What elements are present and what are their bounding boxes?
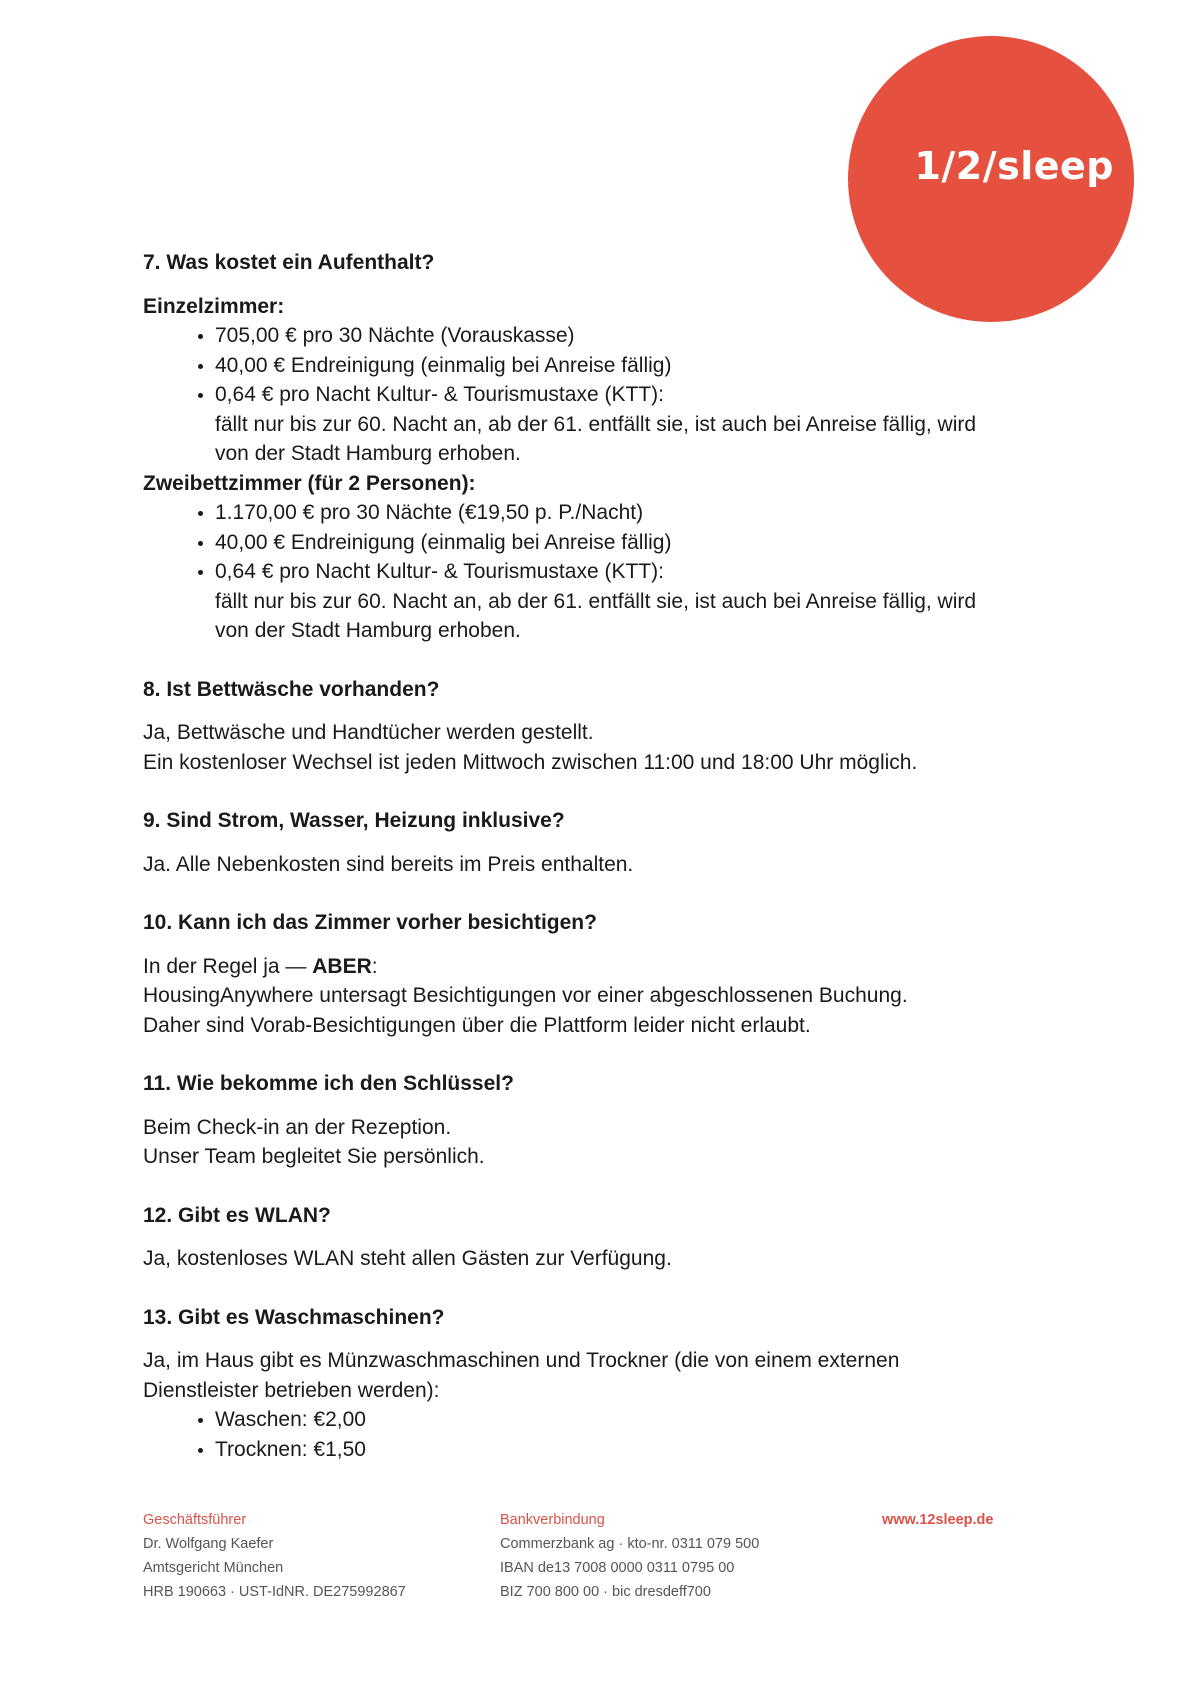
website-link[interactable]: www.12sleep.de bbox=[882, 1512, 994, 1528]
footer-bank bbox=[500, 1508, 759, 1604]
footer-line: Commerzbank ag · kto-nr. 0311 079 500 bbox=[500, 1536, 760, 1552]
faq-section-12 bbox=[143, 1201, 1043, 1274]
ktt-note: fällt nur bis zur 60. Nacht an, ab der 61. entfällt sie, ist auch bei Anreise fällig, wird bbox=[215, 589, 977, 613]
question-heading: 8. Ist Bettwäsche vorhanden? bbox=[143, 677, 440, 701]
faq-section-8 bbox=[143, 675, 1043, 778]
price-list bbox=[143, 1405, 1043, 1464]
price-list bbox=[143, 498, 1043, 646]
answer-line bbox=[143, 952, 1043, 982]
answer bbox=[143, 952, 1043, 1041]
question-heading: 10. Kann ich das Zimmer vorher besichtigen? bbox=[143, 911, 597, 934]
footer-line: IBAN de13 7008 0000 0311 0795 00 bbox=[500, 1560, 735, 1576]
question-heading: 12. Gibt es WLAN? bbox=[143, 1203, 331, 1227]
list-item: • Trocknen: €1,50 bbox=[215, 1435, 1043, 1465]
footer-heading: Geschäftsführer bbox=[143, 1512, 247, 1528]
footer-line: BIZ 700 800 00 · bic dresdeff700 bbox=[500, 1584, 711, 1600]
answer-line: Daher sind Vorab-Besichtigungen über die Plattform leider nicht erlaubt. bbox=[143, 1013, 811, 1037]
ktt-note: von der Stadt Hamburg erhoben. bbox=[215, 619, 521, 642]
answer bbox=[143, 1113, 1043, 1172]
answer-line: Ein kostenloser Wechsel ist jeden Mittwoch zwischen 11:00 und 18:00 Uhr möglich. bbox=[143, 750, 918, 774]
answer-line: Ja, kostenloses WLAN steht allen Gästen zur Verfügung. bbox=[143, 1247, 672, 1270]
question-heading: 9. Sind Strom, Wasser, Heizung inklusive? bbox=[143, 809, 565, 832]
answer-line: Dienstleister betrieben werden): bbox=[143, 1378, 440, 1402]
list-item: • 705,00 € pro 30 Nächte (Vorauskasse) bbox=[215, 321, 1043, 351]
question-heading: 11. Wie bekomme ich den Schlüssel? bbox=[143, 1072, 514, 1095]
room-type-title: Einzelzimmer: bbox=[143, 294, 285, 318]
room-type-title: Zweibettzimmer (für 2 Personen): bbox=[143, 471, 476, 495]
answer bbox=[143, 850, 1043, 880]
list-item: • 40,00 € Endreinigung (einmalig bei Anreise fällig) bbox=[215, 351, 1043, 381]
answer bbox=[143, 718, 1043, 777]
answer-line: Ja. Alle Nebenkosten sind bereits im Preis enthalten. bbox=[143, 852, 634, 876]
answer bbox=[143, 1244, 1043, 1274]
faq-section-10 bbox=[143, 908, 1043, 1040]
faq-section-9 bbox=[143, 806, 1043, 879]
answer-line: HousingAnywhere untersagt Besichtigungen vor einer abgeschlossenen Buchung. bbox=[143, 984, 908, 1007]
ktt-note: fällt nur bis zur 60. Nacht an, ab der 61. entfällt sie, ist auch bei Anreise fällig, wird bbox=[215, 412, 977, 436]
footer-management bbox=[143, 1508, 406, 1604]
faq-section-13 bbox=[143, 1303, 1043, 1465]
list-item: • 1.170,00 € pro 30 Nächte (€19,50 p. P./Nacht) bbox=[215, 498, 1043, 528]
list-item bbox=[215, 380, 1043, 469]
answer bbox=[143, 1346, 1043, 1464]
answer-line: Unser Team begleitet Sie persönlich. bbox=[143, 1145, 485, 1168]
answer-line: Ja, im Haus gibt es Münzwaschmaschinen und Trockner (die von einem externen bbox=[143, 1349, 900, 1372]
list-item: • 40,00 € Endreinigung (einmalig bei Anreise fällig) bbox=[215, 528, 1043, 558]
answer-text: : bbox=[371, 954, 378, 978]
brand-logo-text: 1/2/sleep bbox=[914, 144, 1114, 188]
question-heading: 13. Gibt es Waschmaschinen? bbox=[143, 1305, 445, 1329]
footer-line: Dr. Wolfgang Kaefer bbox=[143, 1536, 274, 1552]
footer-heading: Bankverbindung bbox=[500, 1512, 605, 1528]
faq-section-11 bbox=[143, 1069, 1043, 1172]
ktt-note: von der Stadt Hamburg erhoben. bbox=[215, 442, 521, 465]
list-item: • Waschen: €2,00 bbox=[215, 1405, 1043, 1435]
question-heading: 7. Was kostet ein Aufenthalt? bbox=[143, 251, 435, 274]
answer-line: Beim Check-in an der Rezeption. bbox=[143, 1115, 452, 1139]
price-list bbox=[143, 321, 1043, 469]
footer-line: HRB 190663 · UST-IdNR. DE275992867 bbox=[143, 1584, 406, 1600]
faq-content bbox=[143, 248, 1043, 1493]
emphasis-text: ABER bbox=[312, 954, 372, 978]
answer bbox=[143, 292, 1043, 646]
footer-web bbox=[882, 1508, 993, 1532]
footer-line: Amtsgericht München bbox=[143, 1560, 284, 1576]
answer-line: Ja, Bettwäsche und Handtücher werden gestellt. bbox=[143, 721, 594, 744]
list-item bbox=[215, 557, 1043, 646]
list-item-text: 0,64 € pro Nacht Kultur- & Tourismustaxe (KTT): bbox=[215, 383, 664, 406]
list-item-text: 0,64 € pro Nacht Kultur- & Tourismustaxe (KTT): bbox=[215, 560, 664, 583]
faq-section-7 bbox=[143, 248, 1043, 646]
answer-text: In der Regel ja — bbox=[143, 954, 313, 978]
